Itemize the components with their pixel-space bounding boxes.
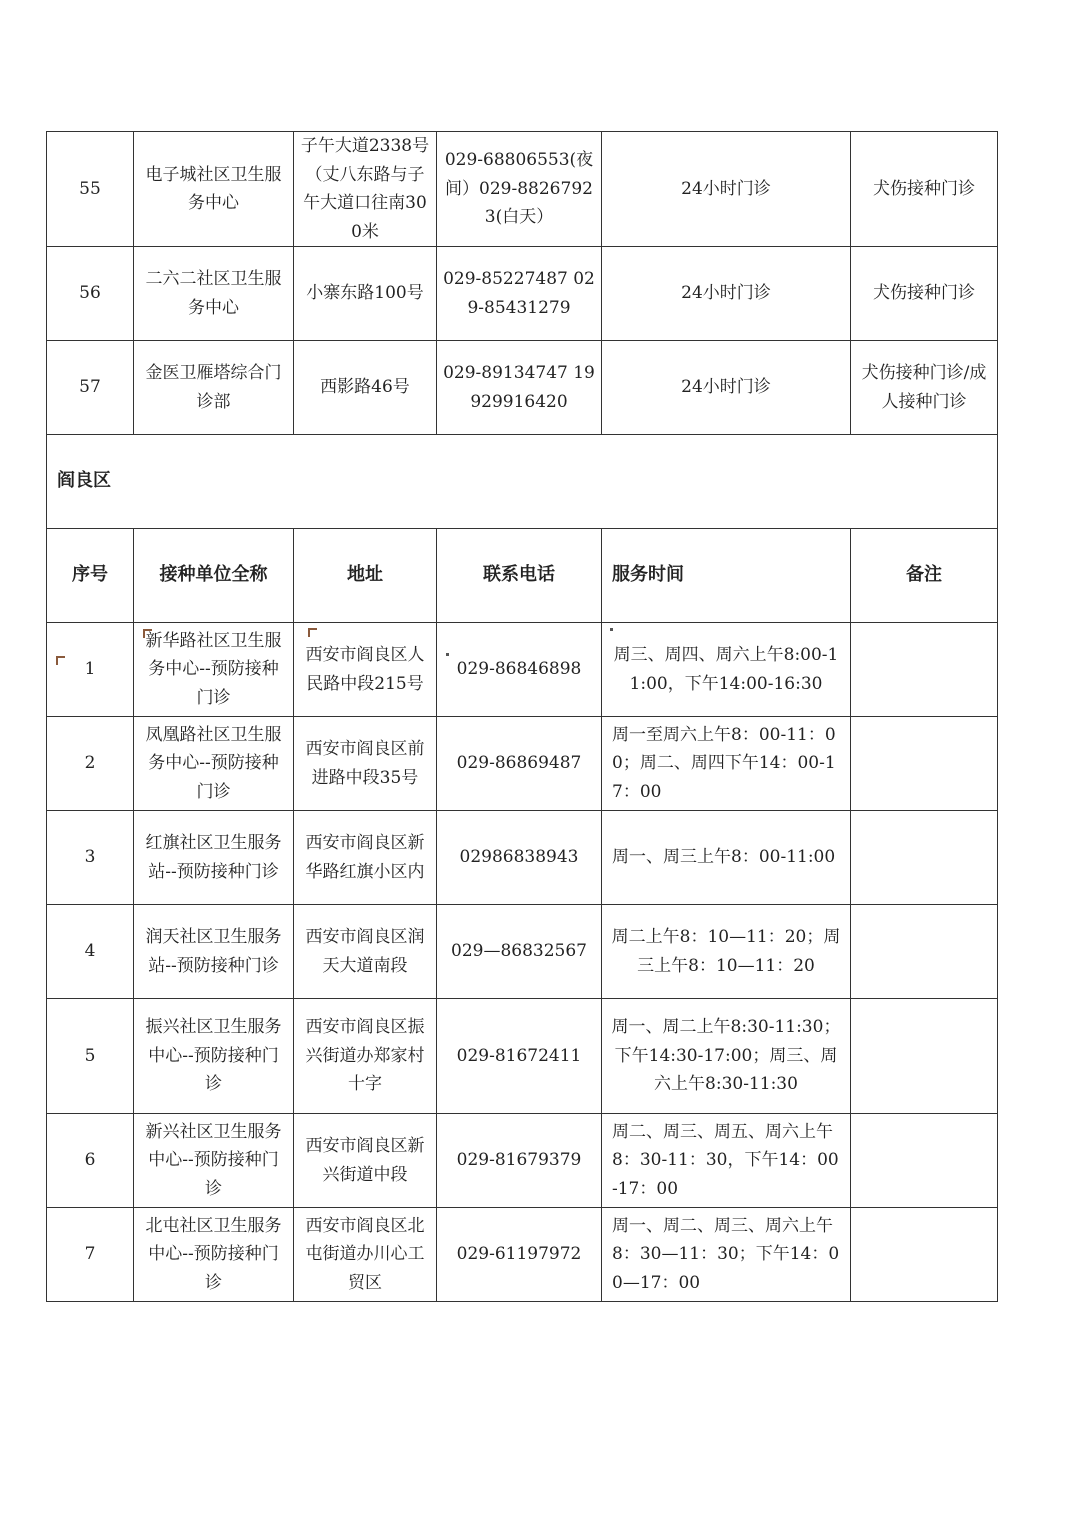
row-number: 5 <box>47 999 134 1114</box>
edit-mark-icon <box>56 656 65 665</box>
site-address: 西安市阎良区润天大道南段 <box>294 905 437 999</box>
site-address: 西影路46号 <box>294 341 437 435</box>
header-no: 序号 <box>47 529 134 623</box>
service-hours: 周三、周四、周六上午8:00-11:00，下午14:00-16:30 <box>602 623 851 717</box>
table-row <box>47 341 998 435</box>
header-name: 接种单位全称 <box>134 529 294 623</box>
site-name: 二六二社区卫生服务中心 <box>134 247 294 341</box>
site-name: 红旗社区卫生服务站--预防接种门诊 <box>134 811 294 905</box>
service-hours: 周一至周六上午8：00-11：00；周二、周四下午14：00-17：00 <box>602 717 851 811</box>
table-row <box>47 999 998 1114</box>
service-hours: 24小时门诊 <box>602 247 851 341</box>
site-note <box>851 623 998 717</box>
site-address: 西安市阎良区人民路中段215号 <box>294 623 437 717</box>
site-note <box>851 999 998 1114</box>
site-phone: 029-86869487 <box>437 717 602 811</box>
service-hours: 24小时门诊 <box>602 132 851 247</box>
site-note: 犬伤接种门诊 <box>851 132 998 247</box>
site-name: 电子城社区卫生服务中心 <box>134 132 294 247</box>
site-phone: 029-86846898 <box>437 623 602 717</box>
service-hours: 周二、周三、周五、周六上午8：30-11：30，下午14：00-17：00 <box>602 1114 851 1208</box>
site-phone: 029-89134747 19929916420 <box>437 341 602 435</box>
row-number: 55 <box>47 132 134 247</box>
site-phone: 029—86832567 <box>437 905 602 999</box>
service-hours: 24小时门诊 <box>602 341 851 435</box>
site-name: 新华路社区卫生服务中心--预防接种门诊 <box>134 623 294 717</box>
table-row <box>47 717 998 811</box>
site-name: 润天社区卫生服务站--预防接种门诊 <box>134 905 294 999</box>
row-number: 1 <box>47 623 134 717</box>
site-address: 小寨东路100号 <box>294 247 437 341</box>
site-name: 振兴社区卫生服务中心--预防接种门诊 <box>134 999 294 1114</box>
district-title: 阎良区 <box>47 435 998 529</box>
site-phone: 029-81679379 <box>437 1114 602 1208</box>
edit-mark-icon <box>308 628 317 637</box>
site-name: 金医卫雁塔综合门诊部 <box>134 341 294 435</box>
dot-mark-icon <box>610 628 613 631</box>
site-note: 犬伤接种门诊 <box>851 247 998 341</box>
header-note: 备注 <box>851 529 998 623</box>
site-phone: 029-68806553(夜间）029-88267923(白天） <box>437 132 602 247</box>
site-name: 新兴社区卫生服务中心--预防接种门诊 <box>134 1114 294 1208</box>
table-row <box>47 1114 998 1208</box>
site-phone: 02986838943 <box>437 811 602 905</box>
site-address: 西安市阎良区新兴街道中段 <box>294 1114 437 1208</box>
site-phone: 029-85227487 029-85431279 <box>437 247 602 341</box>
site-note <box>851 1114 998 1208</box>
service-hours: 周一、周三上午8：00-11:00 <box>602 811 851 905</box>
header-phone: 联系电话 <box>437 529 602 623</box>
site-phone: 029-61197972 <box>437 1208 602 1302</box>
site-note <box>851 1208 998 1302</box>
row-number: 6 <box>47 1114 134 1208</box>
table-row <box>47 623 998 717</box>
header-row <box>47 529 998 623</box>
site-address: 西安市阎良区新华路红旗小区内 <box>294 811 437 905</box>
site-address: 西安市阎良区振兴街道办郑家村十字 <box>294 999 437 1114</box>
service-hours: 周一、周二上午8:30-11:30；下午14:30-17:00；周三、周六上午8:30-11:30 <box>602 999 851 1114</box>
row-number: 56 <box>47 247 134 341</box>
dot-mark-icon <box>446 653 449 656</box>
table-row <box>47 811 998 905</box>
site-note <box>851 811 998 905</box>
table-row <box>47 132 998 247</box>
site-name: 北屯社区卫生服务中心--预防接种门诊 <box>134 1208 294 1302</box>
edit-mark-icon <box>143 629 152 638</box>
row-number: 2 <box>47 717 134 811</box>
site-note <box>851 905 998 999</box>
site-address: 子午大道2338号（丈八东路与子午大道口往南300米 <box>294 132 437 247</box>
row-number: 7 <box>47 1208 134 1302</box>
header-address: 地址 <box>294 529 437 623</box>
table-row <box>47 905 998 999</box>
row-number: 3 <box>47 811 134 905</box>
site-address: 西安市阎良区前进路中段35号 <box>294 717 437 811</box>
site-note <box>851 717 998 811</box>
site-name: 凤凰路社区卫生服务中心--预防接种门诊 <box>134 717 294 811</box>
row-number: 4 <box>47 905 134 999</box>
vaccination-sites-table <box>46 131 998 1302</box>
district-row <box>47 435 998 529</box>
table-row <box>47 247 998 341</box>
site-phone: 029-81672411 <box>437 999 602 1114</box>
service-hours: 周二上午8：10—11：20；周三上午8：10—11：20 <box>602 905 851 999</box>
table-row <box>47 1208 998 1302</box>
header-hours: 服务时间 <box>602 529 851 623</box>
service-hours: 周一、周二、周三、周六上午8：30—11：30；下午14：00—17：00 <box>602 1208 851 1302</box>
row-number: 57 <box>47 341 134 435</box>
site-address: 西安市阎良区北屯街道办川心工贸区 <box>294 1208 437 1302</box>
site-note: 犬伤接种门诊/成人接种门诊 <box>851 341 998 435</box>
